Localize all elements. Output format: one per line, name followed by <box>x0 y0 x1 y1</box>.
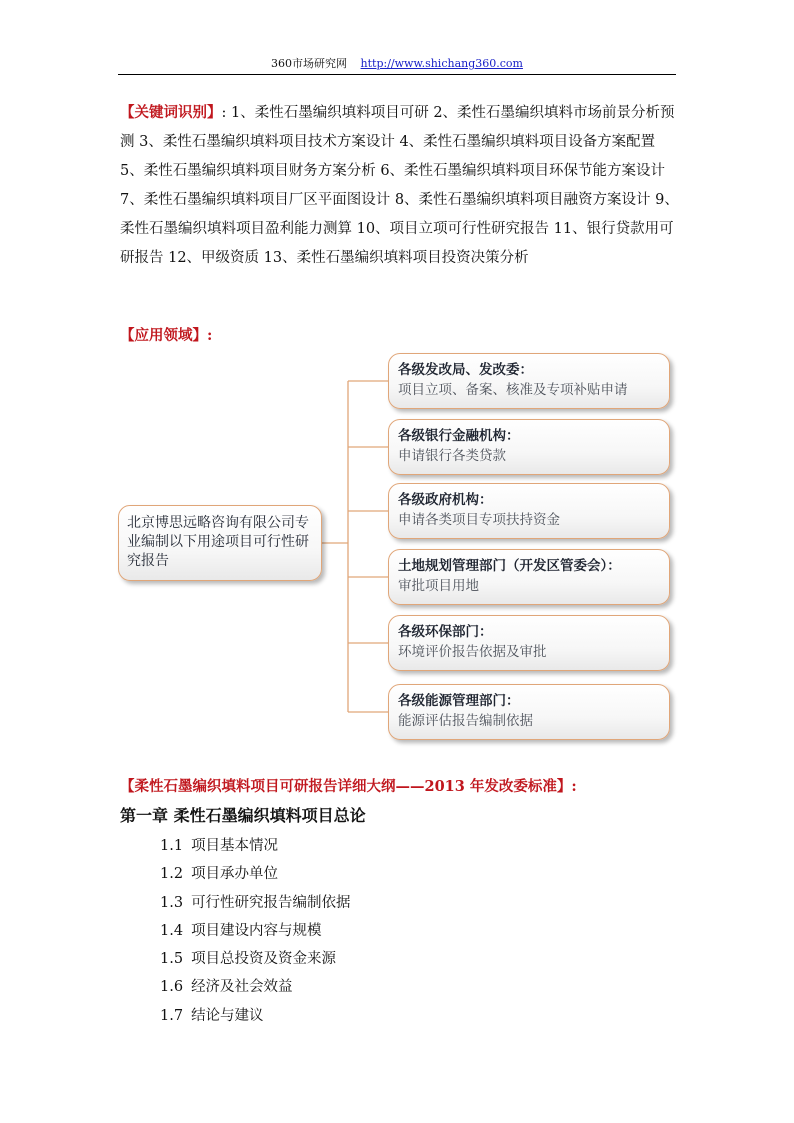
outline-title: 【柔性石墨编织填料项目可研报告详细大纲——2013 年发改委标准】 <box>120 778 572 795</box>
target-title: 各级发改局、发改委： <box>398 362 533 378</box>
section-text: 经济及社会效益 <box>191 979 293 996</box>
source-text: 北京博思远略咨询有限公司专业编制以下用途项目可行性研究报告 <box>127 515 309 569</box>
target-desc: 申请各类项目专项扶持资金 <box>398 512 560 528</box>
section-number: 1.3 <box>160 894 184 911</box>
target-box-government <box>388 483 670 539</box>
list-item <box>160 860 351 888</box>
target-box-development <box>388 353 670 409</box>
header-site-name: 360市场研究网 <box>271 57 348 70</box>
target-title: 各级能源管理部门： <box>398 693 520 709</box>
target-title: 各级环保部门： <box>398 624 493 640</box>
section-text: 结论与建议 <box>191 1007 264 1024</box>
section-number: 1.1 <box>160 838 184 854</box>
target-box-environment <box>388 615 670 671</box>
section-text: 项目总投资及资金来源 <box>191 951 337 968</box>
outline-heading: 【柔性石墨编织填料项目可研报告详细大纲——2013 年发改委标准】: <box>120 778 577 795</box>
list-item <box>160 973 351 1001</box>
section-text: 可行性研究报告编制依据 <box>191 894 351 911</box>
page-header <box>118 56 676 75</box>
target-box-bank <box>388 419 670 475</box>
section-number: 1.4 <box>160 922 184 939</box>
application-label: 【应用领域】 <box>120 327 207 344</box>
section-number: 1.2 <box>160 866 184 883</box>
header-url-link[interactable]: http://www.shichang360.com <box>360 57 523 70</box>
keywords-label: 【关键词识别】 <box>120 104 222 121</box>
list-item <box>160 1002 351 1030</box>
target-desc: 审批项目用地 <box>398 578 479 594</box>
section-text: 项目承办单位 <box>191 866 279 883</box>
target-desc: 能源评估报告编制依据 <box>398 713 533 729</box>
keywords-paragraph <box>120 98 680 273</box>
list-item <box>160 945 351 973</box>
list-item <box>160 889 351 917</box>
section-text: 项目基本情况 <box>191 838 279 854</box>
list-item <box>160 917 351 945</box>
target-title: 土地规划管理部门（开发区管委会）： <box>398 558 621 574</box>
target-box-energy <box>388 684 670 740</box>
section-text: 项目建设内容与规模 <box>191 922 322 939</box>
list-item <box>160 832 351 860</box>
target-desc: 申请银行各类贷款 <box>398 448 506 464</box>
target-desc: 环境评价报告依据及审批 <box>398 644 547 660</box>
target-desc: 项目立项、备案、核准及专项补贴申请 <box>398 382 628 398</box>
target-box-land <box>388 549 670 605</box>
target-title: 各级银行金融机构： <box>398 428 520 444</box>
section-number: 1.7 <box>160 1007 184 1024</box>
application-heading: 【应用领域】: <box>120 327 213 344</box>
target-title: 各级政府机构： <box>398 492 493 508</box>
keywords-text: : 1、柔性石墨编织填料项目可研 2、柔性石墨编织填料市场前景分析预测 3、柔性石墨编织填料项目技术方案设计 4、柔性石墨编织填料项目设备方案配置 5、柔性石墨编织填料项目财务方案分析 6、柔性石墨编织填料项目环保节能方案设计 7、柔性石墨编织填料项目厂区平面图设计 8、柔性石墨编织填料项目融资方案设计 9、柔性石墨编织填料项目盈利能力测算 10、项目立项可行性研究报告 11、银行贷款用可研报告 12、甲级资质 13、柔性石墨编织填料项目投资决策分析 <box>120 105 679 266</box>
source-box <box>118 505 322 581</box>
section-list <box>160 832 351 1030</box>
chapter-title: 第一章 柔性石墨编织填料项目总论 <box>120 806 366 825</box>
section-number: 1.5 <box>160 951 184 968</box>
section-number: 1.6 <box>160 979 184 996</box>
